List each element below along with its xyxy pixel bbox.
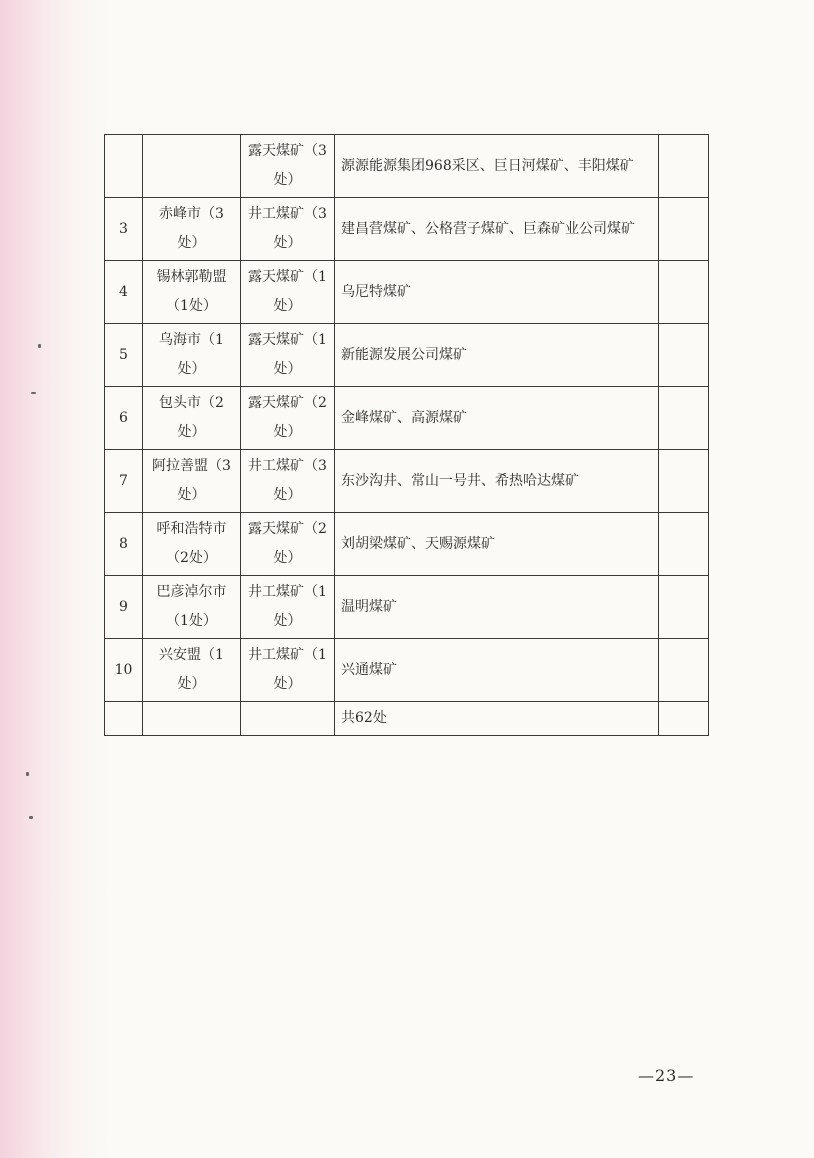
mine-names-cell: 乌尼特煤矿 (335, 261, 659, 324)
table-row (105, 702, 709, 736)
note-cell (659, 639, 709, 702)
page-number: —23— (638, 1066, 695, 1085)
total-count-cell: 共62处 (335, 702, 659, 736)
row-number: 7 (105, 450, 143, 513)
scan-speck (26, 772, 29, 776)
mine-type-cell: 井工煤矿（1处） (241, 576, 335, 639)
note-cell (659, 135, 709, 198)
mine-names-cell: 建昌营煤矿、公格营子煤矿、巨森矿业公司煤矿 (335, 198, 659, 261)
note-cell (659, 387, 709, 450)
city-cell: 赤峰市（3处） (143, 198, 241, 261)
city-cell (143, 702, 241, 736)
mine-names-cell: 温明煤矿 (335, 576, 659, 639)
note-cell (659, 261, 709, 324)
mine-type-cell (241, 702, 335, 736)
mine-names-cell: 新能源发展公司煤矿 (335, 324, 659, 387)
table-row (105, 576, 709, 639)
table-row (105, 135, 709, 198)
table-row (105, 387, 709, 450)
mine-type-cell: 井工煤矿（3处） (241, 450, 335, 513)
scan-speck (38, 344, 41, 348)
mine-type-cell: 露天煤矿（3处） (241, 135, 335, 198)
mine-type-cell: 井工煤矿（3处） (241, 198, 335, 261)
coal-mine-table (104, 134, 709, 736)
table-row (105, 513, 709, 576)
row-number: 9 (105, 576, 143, 639)
row-number (105, 135, 143, 198)
table-row (105, 198, 709, 261)
note-cell (659, 513, 709, 576)
note-cell (659, 702, 709, 736)
scan-speck (29, 816, 33, 819)
city-cell (143, 135, 241, 198)
mine-type-cell: 井工煤矿（1处） (241, 639, 335, 702)
row-number: 10 (105, 639, 143, 702)
city-cell: 阿拉善盟（3处） (143, 450, 241, 513)
table-row (105, 324, 709, 387)
table-row (105, 450, 709, 513)
mine-names-cell: 刘胡梁煤矿、天赐源煤矿 (335, 513, 659, 576)
city-cell: 巴彦淖尔市（1处） (143, 576, 241, 639)
mine-type-cell: 露天煤矿（2处） (241, 513, 335, 576)
row-number: 6 (105, 387, 143, 450)
table-row (105, 261, 709, 324)
row-number (105, 702, 143, 736)
note-cell (659, 198, 709, 261)
city-cell: 乌海市（1处） (143, 324, 241, 387)
note-cell (659, 450, 709, 513)
mine-names-cell: 源源能源集团968采区、巨日河煤矿、丰阳煤矿 (335, 135, 659, 198)
mine-type-cell: 露天煤矿（1处） (241, 324, 335, 387)
mine-names-cell: 东沙沟井、常山一号井、希热哈达煤矿 (335, 450, 659, 513)
scan-speck (31, 392, 36, 394)
mine-names-cell: 金峰煤矿、高源煤矿 (335, 387, 659, 450)
row-number: 8 (105, 513, 143, 576)
row-number: 4 (105, 261, 143, 324)
city-cell: 锡林郭勒盟（1处） (143, 261, 241, 324)
mine-type-cell: 露天煤矿（1处） (241, 261, 335, 324)
row-number: 5 (105, 324, 143, 387)
note-cell (659, 324, 709, 387)
city-cell: 呼和浩特市（2处） (143, 513, 241, 576)
note-cell (659, 576, 709, 639)
city-cell: 包头市（2处） (143, 387, 241, 450)
mine-names-cell: 兴通煤矿 (335, 639, 659, 702)
page-edge-tint (0, 0, 110, 1158)
mine-type-cell: 露天煤矿（2处） (241, 387, 335, 450)
table-row (105, 639, 709, 702)
row-number: 3 (105, 198, 143, 261)
city-cell: 兴安盟（1处） (143, 639, 241, 702)
